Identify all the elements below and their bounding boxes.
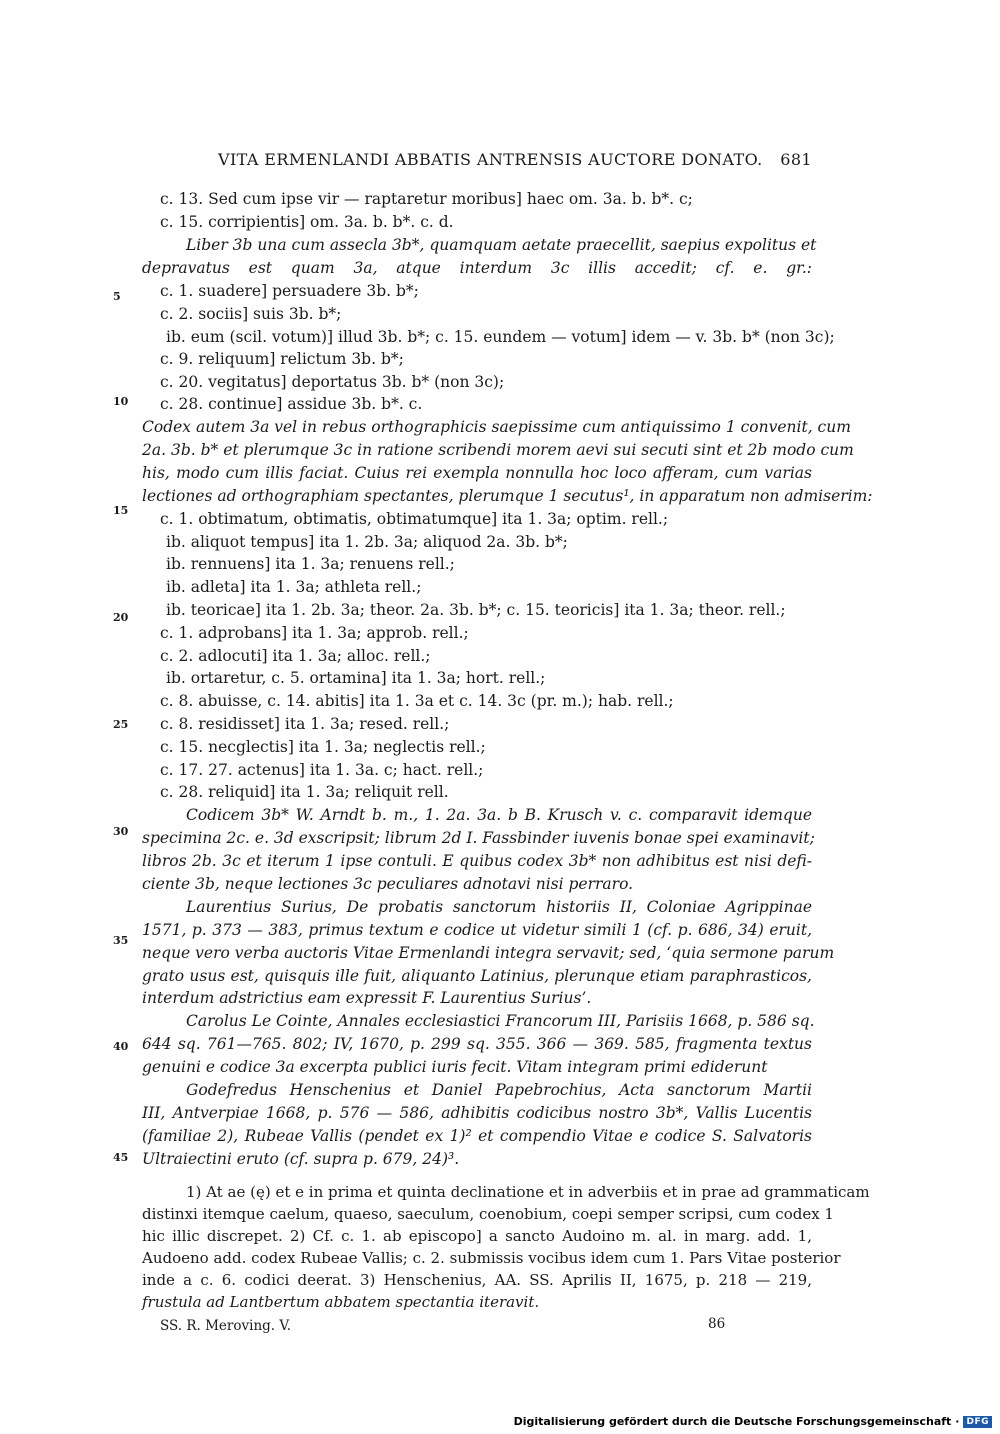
text-line: c. 15. necglectis] ita 1. 3a; neglectis rell.;: [160, 738, 486, 756]
text-line: c. 28. reliquid] ita 1. 3a; reliquit rell.: [160, 783, 449, 801]
text-line: c. 1. suadere] persuadere 3b. b*;: [160, 282, 419, 300]
sheet-number: 86: [708, 1316, 726, 1332]
text-line: grato usus est, quisquis ille fuit, aliquanto Latinius, plerunque etiam paraphrasticos,: [142, 967, 812, 985]
text-line: Codicem 3b* W. Arndt b. m., 1. 2a. 3a. b B. Krusch v. c. comparavit idemque: [186, 806, 812, 824]
text-line: Liber 3b una cum assecla 3b*, quamquam aetate praecellit, saepius expolitus et: [186, 236, 817, 254]
page-number: 681: [780, 150, 812, 169]
text-line: ib. aliquot tempus] ita 1. 2b. 3a; aliquod 2a. 3b. b*;: [166, 533, 568, 551]
line-number: 30: [113, 825, 129, 838]
text-line: c. 2. sociis] suis 3b. b*;: [160, 305, 342, 323]
text-line: ib. ortaretur, c. 5. ortamina] ita 1. 3a; hort. rell.;: [166, 669, 546, 687]
text-line: his, modo cum illis faciat. Cuius rei exempla nonnulla hoc loco afferam, cum varias: [142, 464, 812, 482]
separator-dot: ·: [955, 1415, 960, 1428]
running-title: VITA ERMENLANDI ABBATIS ANTRENSIS AUCTORE DONATO.: [218, 150, 763, 169]
text-line: c. 20. vegitatus] deportatus 3b. b* (non 3c);: [160, 373, 505, 391]
text-line: depravatus est quam 3a, atque interdum 3c illis accedit; cf. e. gr.:: [142, 259, 812, 277]
line-number: 10: [113, 395, 129, 408]
footnote-line: distinxi itemque caelum, quaeso, saeculum, coenobium, coepi semper scripsi, cum codex 1: [142, 1205, 834, 1223]
text-line: Ultraiectini eruto (cf. supra p. 679, 24)³.: [142, 1150, 460, 1168]
text-line: ib. rennuens] ita 1. 3a; renuens rell.;: [166, 555, 455, 573]
text-line: c. 13. Sed cum ipse vir — raptaretur moribus] haec om. 3a. b. b*. c;: [160, 190, 693, 208]
text-line: Laurentius Surius, De probatis sanctorum historiis II, Coloniae Agrippinae: [186, 898, 812, 916]
text-line: ib. teoricae] ita 1. 2b. 3a; theor. 2a. 3b. b*; c. 15. teoricis] ita 1. 3a; theor. rell.;: [166, 601, 786, 619]
text-line: ib. adleta] ita 1. 3a; athleta rell.;: [166, 578, 422, 596]
footnote-line: 1) At ae (ę) et e in prima et quinta declinatione et in adverbiis et in prae ad grammaticam: [186, 1183, 870, 1201]
text-line: Godefredus Henschenius et Daniel Papebrochius, Acta sanctorum Martii: [186, 1081, 812, 1099]
text-line: c. 15. corripientis] om. 3a. b. b*. c. d.: [160, 213, 454, 231]
text-line: specimina 2c. e. 3d exscripsit; librum 2d I. Fassbinder iuvenis bonae spei examinavit;: [142, 829, 815, 847]
text-line: c. 1. adprobans] ita 1. 3a; approb. rell.;: [160, 624, 469, 642]
signature-mark: SS. R. Meroving. V.: [160, 1318, 292, 1334]
text-line: Codex autem 3a vel in rebus orthographicis saepissime cum antiquissimo 1 convenit, cum: [142, 418, 851, 436]
line-number: 5: [113, 290, 121, 303]
text-line: c. 8. residisset] ita 1. 3a; resed. rell.;: [160, 715, 450, 733]
text-line: c. 2. adlocuti] ita 1. 3a; alloc. rell.;: [160, 647, 431, 665]
text-line: interdum adstrictius eam expressit F. Laurentius Surius’.: [142, 989, 592, 1007]
text-line: ciente 3b, neque lectiones 3c peculiares adnotavi nisi perraro.: [142, 875, 634, 893]
text-line: 644 sq. 761—765. 802; IV, 1670, p. 299 sq. 355. 366 — 369. 585, fragmenta textus: [142, 1035, 812, 1053]
text-line: c. 28. continue] assidue 3b. b*. c.: [160, 395, 423, 413]
line-number: 40: [113, 1040, 129, 1053]
footnote-line: inde a c. 6. codici deerat. 3) Henschenius, AA. SS. Aprilis II, 1675, p. 218 — 219,: [142, 1271, 812, 1289]
text-line: c. 8. abuisse, c. 14. abitis] ita 1. 3a et c. 14. 3c (pr. m.); hab. rell.;: [160, 692, 674, 710]
line-number: 25: [113, 718, 129, 731]
digitization-text: Digitalisierung gefördert durch die Deutsche Forschungsgemeinschaft: [513, 1415, 952, 1428]
text-line: (familiae 2), Rubeae Vallis (pendet ex 1)² et compendio Vitae e codice S. Salvatoris: [142, 1127, 812, 1145]
text-line: genuini e codice 3a excerpta publici iuris fecit. Vitam integram primi ediderunt: [142, 1058, 768, 1076]
footnote-line: Audoeno add. codex Rubeae Vallis; c. 2. submissis vocibus idem cum 1. Pars Vitae posterior: [142, 1249, 841, 1267]
text-line: 2a. 3b. b* et plerumque 3c in ratione scribendi morem aevi sui secuti sint et 2b modo cum: [142, 441, 854, 459]
text-line: ib. eum (scil. votum)] illud 3b. b*; c. 15. eundem — votum] idem — v. 3b. b* (non 3c);: [166, 328, 835, 346]
text-line: c. 17. 27. actenus] ita 1. 3a. c; hact. rell.;: [160, 761, 484, 779]
text-line: neque vero verba auctoris Vitae Ermenlandi integra servavit; sed, ‘quia sermone parum: [142, 944, 835, 962]
footnote-line: frustula ad Lantbertum abbatem spectantia iteravit.: [142, 1293, 540, 1311]
text-line: 1571, p. 373 — 383, primus textum e codice ut videtur simili 1 (cf. p. 686, 34) eruit,: [142, 921, 812, 939]
line-number: 35: [113, 934, 129, 947]
text-line: III, Antverpiae 1668, p. 576 — 586, adhibitis codicibus nostro 3b*, Vallis Lucentis: [142, 1104, 812, 1122]
line-number: 45: [113, 1151, 129, 1164]
running-header: [218, 150, 812, 169]
line-number: 20: [113, 611, 129, 624]
text-line: Carolus Le Cointe, Annales ecclesiastici Francorum III, Parisiis 1668, p. 586 sq.: [186, 1012, 815, 1030]
text-line: c. 1. obtimatum, obtimatis, obtimatumque] ita 1. 3a; optim. rell.;: [160, 510, 669, 528]
text-line: libros 2b. 3c et iterum 1 ipse contuli. E quibus codex 3b* non adhibitus est nisi defi-: [142, 852, 812, 870]
dfg-logo-icon: DFG: [963, 1416, 992, 1428]
line-number: 15: [113, 504, 129, 517]
text-line: lectiones ad orthographiam spectantes, plerumque 1 secutus¹, in apparatum non admiserim:: [142, 487, 873, 505]
text-line: c. 9. reliquum] relictum 3b. b*;: [160, 350, 404, 368]
digitization-credit: [514, 1415, 992, 1428]
footnote-line: hic illic discrepet. 2) Cf. c. 1. ab episcopo] a sancto Audoino m. al. in marg. add. 1,: [142, 1227, 812, 1245]
